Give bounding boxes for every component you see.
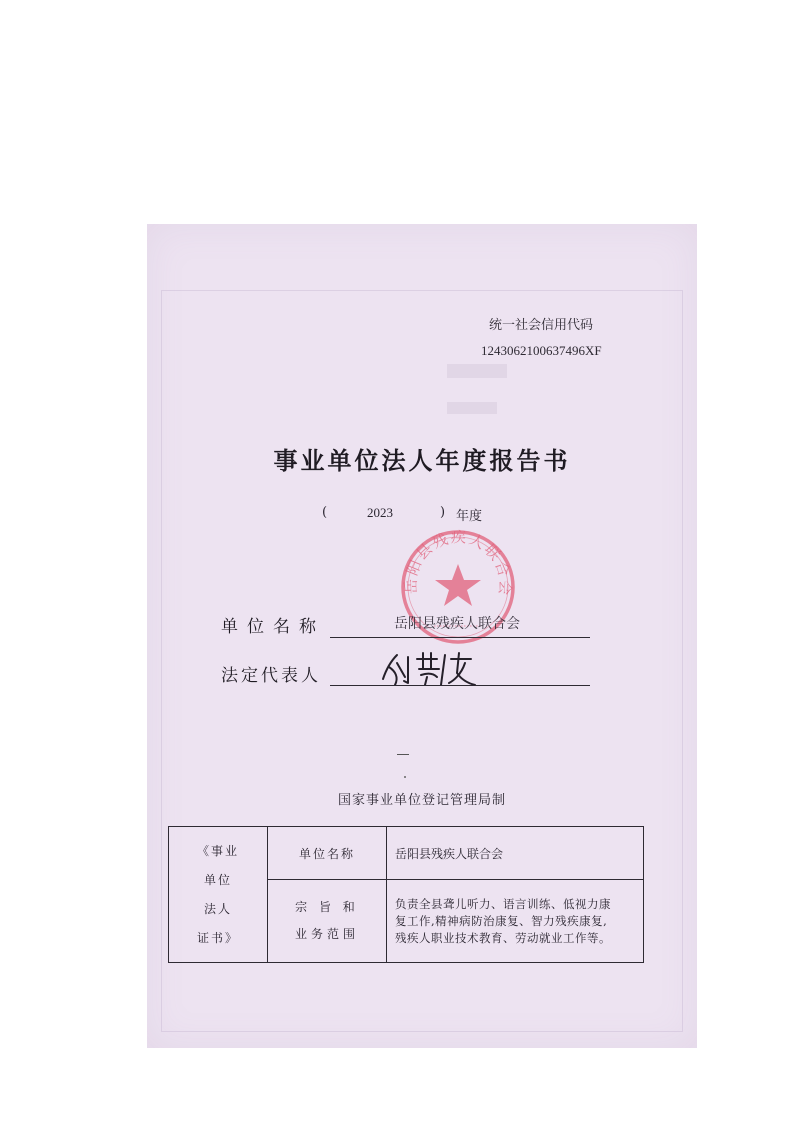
year-close-paren: )	[440, 505, 446, 520]
separator-dash	[397, 754, 409, 755]
legal-rep-underline	[330, 685, 590, 686]
cert-scope-label	[268, 880, 387, 963]
year-open-paren: (	[322, 505, 328, 520]
cert-scope-value	[387, 880, 644, 963]
issuer-line: 国家事业单位登记管理局制	[337, 793, 506, 808]
year-suffix: 年度	[456, 509, 483, 524]
certificate-side-label	[169, 827, 268, 963]
credit-code-value: 1243062100637496XF	[481, 343, 602, 358]
credit-code-label: 统一社会信用代码	[489, 318, 594, 333]
ghost-mark	[447, 402, 497, 414]
seal-text: 岳阳县残疾人联合会	[401, 528, 515, 598]
cert-name-value: 岳阳县残疾人联合会	[387, 827, 644, 880]
unit-name-value: 岳阳县残疾人联合会	[394, 616, 520, 632]
unit-name-underline	[330, 637, 590, 638]
separator-dot	[404, 776, 406, 778]
scope-line: 残疾人职业技术教育、劳动就业工作等。	[395, 930, 611, 945]
legal-rep-label: 法定代表人	[221, 666, 321, 686]
handwritten-signature	[375, 649, 495, 689]
scope-label-line: 业务范围	[294, 927, 359, 941]
side-line: 证书》	[196, 930, 239, 945]
certificate-table	[168, 826, 644, 963]
scope-label-line: 宗 旨 和	[295, 900, 359, 914]
report-year: 2023	[367, 505, 393, 520]
side-line: 单位	[203, 872, 232, 887]
cert-name-label: 单位名称	[268, 827, 387, 880]
certificate-row-name	[169, 827, 644, 880]
unit-name-label: 单位名称	[221, 617, 325, 637]
report-sheet	[147, 224, 697, 1048]
document-title: 事业单位法人年度报告书	[273, 447, 571, 475]
scope-line: 负责全县聋儿听力、语言训练、低视力康	[395, 896, 611, 911]
scope-line: 复工作,精神病防治康复、智力残疾康复,	[395, 913, 608, 928]
side-line: 法人	[203, 901, 232, 916]
side-line: 《事业	[196, 843, 239, 858]
ghost-mark	[447, 364, 507, 378]
